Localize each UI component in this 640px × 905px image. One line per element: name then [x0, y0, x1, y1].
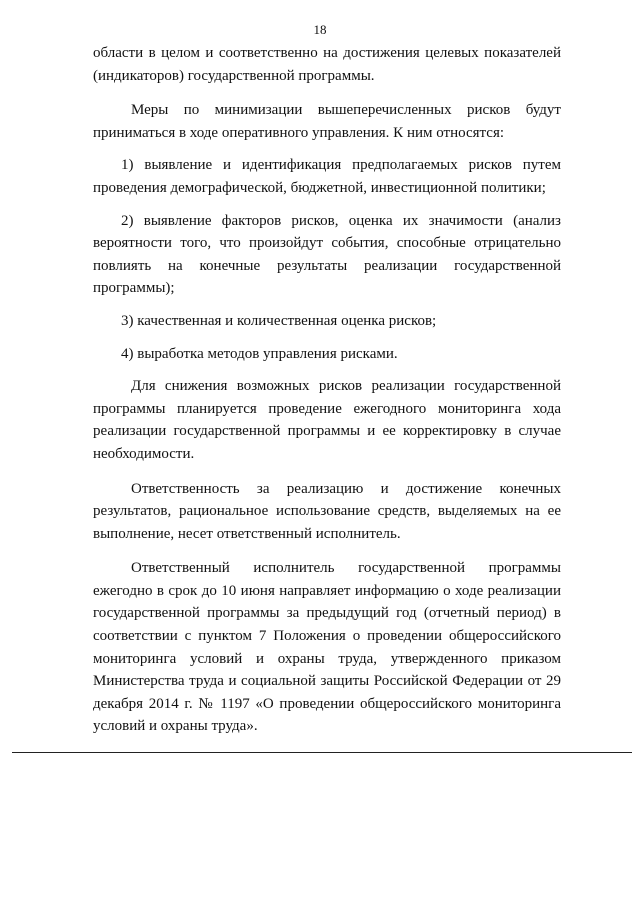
list-item-2: 2) выявление факторов рисков, оценка их значимости (анализ вероятности того, что произойдут события, способные отрицательно повлиять на конечные результаты реализации государственной программы);	[93, 212, 561, 297]
document-body	[93, 42, 561, 750]
list-item-1: 1) выявление и идентификация предполагаемых рисков путем проведения демографической, бюджетной, инвестиционной политики;	[93, 157, 561, 196]
footer-divider	[12, 752, 632, 753]
paragraph-continuation: области в целом и соответственно на достижения целевых показателей (индикаторов) государственной программы.	[93, 45, 561, 84]
list-item-3: 3) качественная и количественная оценка рисков;	[121, 312, 437, 329]
list-item-4: 4) выработка методов управления рисками.	[121, 345, 398, 362]
page-number: 18	[313, 22, 327, 37]
paragraph-risk-measures-intro: Меры по минимизации вышеперечисленных рисков будут приниматься в ходе оперативного управления. К ним относятся:	[93, 102, 561, 141]
paragraph-responsibility: Ответственность за реализацию и достижение конечных результатов, рациональное использование средств, выделяемых на ее выполнение, несет ответственный исполнитель.	[93, 480, 561, 542]
paragraph-reporting: Ответственный исполнитель государственной программы ежегодно в срок до 10 июня направляет информацию о ходе реализации государственной программы за предыдущий год (отчетный период) в соответствии с пунктом 7 Положения о проведении общероссийского мониторинга условий и охраны труда, утвержденного приказом Министерства труда и социальной защиты Российской Федерации от 29 декабря 2014 г. № 1197 «О проведении общероссийского мониторинга условий и охраны труда».	[93, 560, 561, 735]
paragraph-monitoring: Для снижения возможных рисков реализации государственной программы планируется проведение ежегодного мониторинга хода реализации государственной программы и ее корректировку в случае необходимости.	[93, 378, 561, 462]
